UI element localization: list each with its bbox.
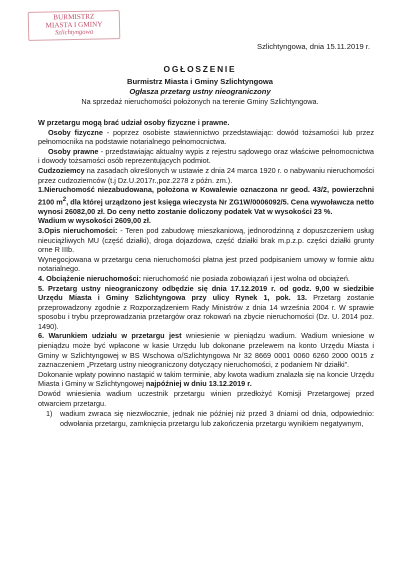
section-3-text: - Teren pod zabudowę mieszkaniową, jednorodzinną z dopuszczeniem usług nieuciążliwych MU (część działki), droga dojazdowa, część działki brak m.p.z.p. części działki grunty orne R IIIb. [38, 225, 374, 255]
osoby-prawne-text: - przedstawiając aktualny wypis z rejestru sądowego oraz właściwe pełnomocnictwa i dowody tożsamości osób reprezentujących podmiot. [38, 146, 374, 166]
document-body [38, 118, 374, 428]
osoby-prawne-label: Osoby prawne [48, 146, 99, 156]
paragraph-osoby-fizyczne [38, 128, 374, 147]
osoby-fizyczne-label: Osoby fizyczne [48, 127, 103, 137]
section-1-property [38, 185, 374, 216]
document-date: Szlichtyngowa, dnia 15.11.2019 r. [257, 42, 370, 51]
cudzoziemcy-label: Cudzoziemcy [38, 165, 85, 175]
stamp-line-3: Szlichtyngowa [55, 29, 94, 37]
section-5-text: Przetarg zostanie przeprowadzony zgodnie z Rozporządzeniem Rady Ministrów z dnia 14 września 2004 r. W sprawie sposobu i trybu przeprowadzania przetargów oraz rokowań na zbycie nieruchomości (Dz. U. 2014 poz. 1490). [38, 293, 375, 331]
section-4-encumbrance [38, 274, 374, 284]
section-6-conditions [38, 331, 374, 369]
section-6-deadline-b: najpóźniej w dniu 13.12.2019 r. [145, 379, 252, 389]
section-4-text: nieruchomość nie posiada zobowiązań i jest wolna od obciążeń. [141, 273, 350, 283]
section-4-label: 4. Obciążenie nieruchomości: [38, 273, 141, 283]
paragraph-osoby-prawne [38, 147, 374, 166]
section-6-deadline-a: Dokonanie wpłaty powinno nastąpić w takim terminie, aby kwota wadium znalazła się na koncie Urzędu Miasta i Gminy w Szlichtyngowej [38, 369, 374, 389]
deposit-return-list [38, 409, 374, 428]
section-6-text: wniesienie w pieniądzu wadium. Wadium wniesione w pieniądzu może być wpłacone w kasie Urzędu lub dokonane przelewem na konto Urzędu Miasta i Gminy w Szlichtyngowej w BS Wschowa o/Szlichtyngowa Nr 32 8669 0001 0060 6260 2000 0015 z zaznaczeniem „Przetarg ustny nieograniczony dotyczący nieruchomości, z podaniem Nr działki”. [38, 331, 374, 370]
intro-line: W przetargu mogą brać udział osoby fizyczne i prawne. [38, 118, 230, 127]
stamp-line-1: BURMISTRZ [53, 12, 95, 22]
section-5-auction [38, 284, 374, 332]
section-2-deposit: Wadium w wysokości 2609,00 zł. [38, 216, 151, 226]
section-6-deadline [38, 370, 374, 389]
cudzoziemcy-text: na zasadach określonych w ustawie z dnia 24 marca 1920 r. o nabywaniu nieruchomości przez cudzoziemców (t.j Dz.U.2017r.,poz.2278 z późn. zm.). [38, 165, 374, 185]
section-1-label: 1.Nieruchomość niezabudowana, położona w Kowalewie oznaczona nr geod. 43/2, powierzchni 2100 m [38, 185, 374, 207]
section-1-rest: , dla której urządzono jest księga wieczysta Nr ZG1W/0006092/5. Cena wywoławcza netto wynosi 26082,00 zł. Do ceny netto zostanie doliczony podatek Vat w wysokości 23 %. [38, 197, 375, 216]
document-title: OGŁOSZENIE [163, 64, 237, 74]
area-unit-superscript: 2 [62, 195, 67, 203]
osoby-fizyczne-text: - poprzez osobiste stawiennictwo przedstawiając: dowód tożsamości lub przez pełnomocnika na podstawie notarialnego pełnomocnictwa. [38, 127, 375, 147]
section-5-label: 5. Przetarg ustny nieograniczony odbędzie się dnia 17.12.2019 r. od godz. 9,00 w siedzibie Urzędu Miasta i Gminy Szlichtyngowa przy ulicy Rynek 1, pok. 13. [38, 283, 374, 303]
document-purpose: Na sprzedaż nieruchomości położonych na terenie Gminy Szlichtyngowa. [81, 97, 319, 107]
list-item-text: wadium zwraca się niezwłocznie, jednak nie później niż przed 3 dniami od dnia, odpowiednio: odwołania przetargu, zamknięcia przetargu lub zakończenia przetargu wynikiem negatywnym, [60, 409, 374, 428]
issuing-authority: Burmistrz Miasta i Gminy Szlichtyngowa [127, 77, 273, 86]
list-item-number: 1) [46, 409, 53, 419]
section-3-description [38, 226, 374, 255]
paragraph-cudzoziemcy [38, 166, 374, 185]
section-6-label: 6. Warunkiem udziału w przetargu jest [38, 331, 182, 341]
stamp-line-2: MIASTA I GMINY [45, 20, 103, 30]
official-stamp [28, 10, 121, 41]
document-subtitle: Ogłasza przetarg ustny nieograniczony [129, 87, 271, 97]
section-3-label: 3.Opis nieruchomości: [38, 225, 118, 235]
list-item [38, 409, 374, 428]
section-6-proof: Dowód wniesienia wadium uczestnik przetargu winien przedłożyć Komisji Przetargowej przed otwarciem przetargu. [38, 389, 374, 408]
section-3-payment-note: Wynegocjowana w przetargu cena nieruchomości płatna jest przed podpisaniem umowy w formie aktu notarialnego. [38, 254, 374, 274]
document-header [0, 64, 400, 107]
